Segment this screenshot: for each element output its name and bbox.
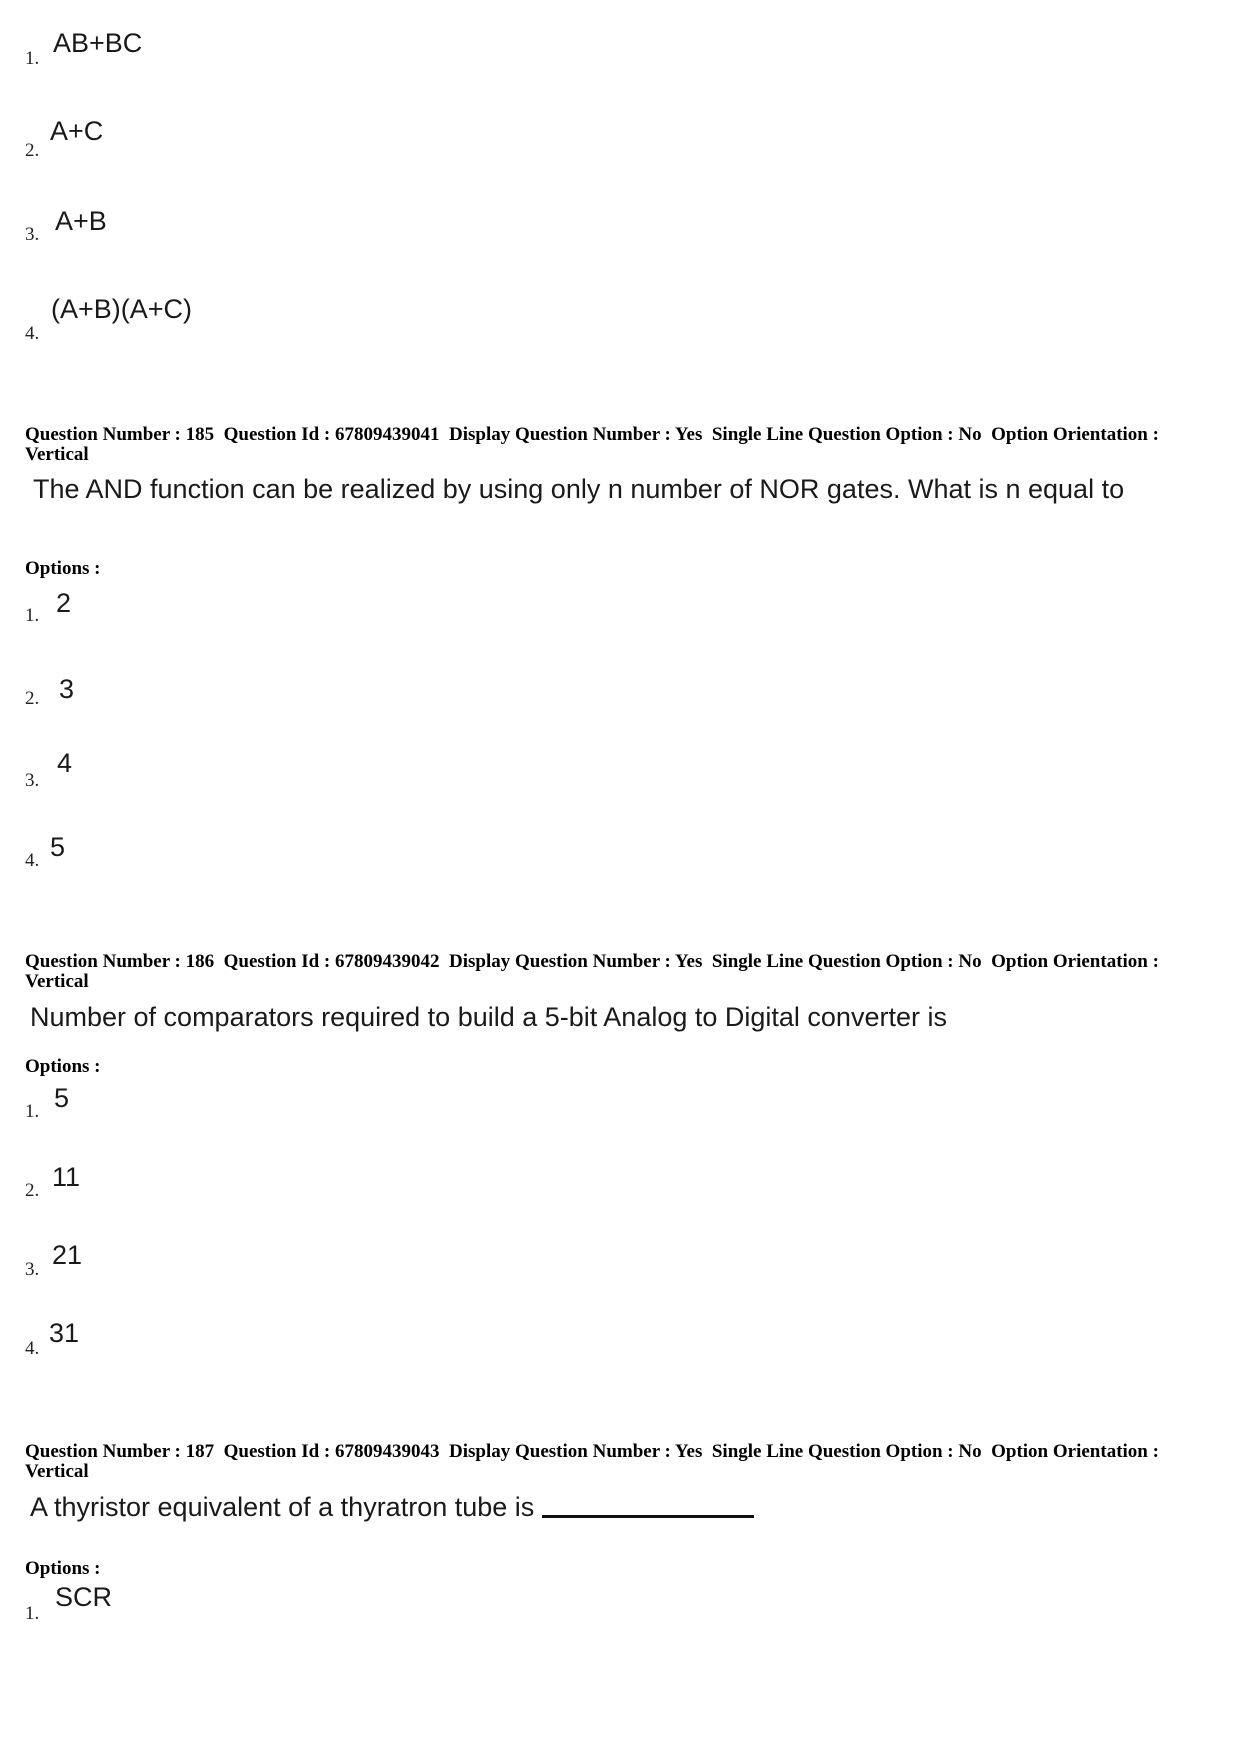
option-text: SCR: [55, 1582, 113, 1612]
question-text: Number of comparators required to build a 5-bit Analog to Digital converter is: [30, 1002, 947, 1032]
question-meta: Question Number : 185 Question Id : 67809439041 Display Question Number : Yes Single Line Question Option : No Option Orientation : Vertical: [25, 424, 1164, 465]
question-text: The AND function can be realized by using only n number of NOR gates. What is n equal to: [33, 474, 1125, 504]
option-text: 4: [57, 748, 73, 778]
option-number: 2.: [25, 688, 40, 709]
option-number: 3.: [25, 224, 40, 245]
option-number: 2.: [25, 140, 40, 161]
options-label: Options :: [25, 1056, 101, 1077]
answer-blank-line: [542, 1515, 754, 1518]
option-text: A+B: [55, 206, 107, 236]
question-text-content: A thyristor equivalent of a thyratron tube is: [30, 1492, 535, 1522]
question-text: [30, 1490, 1180, 1524]
option-text: A+C: [50, 116, 104, 146]
option-text: 5: [54, 1083, 70, 1113]
option-text: AB+BC: [53, 28, 143, 58]
question-meta: Question Number : 187 Question Id : 67809439043 Display Question Number : Yes Single Line Question Option : No Option Orientation : Vertical: [25, 1441, 1164, 1482]
option-text: 2: [56, 588, 72, 618]
option-number: 1.: [25, 1101, 40, 1122]
option-text: 3: [59, 674, 75, 704]
option-number: 3.: [25, 1259, 40, 1280]
options-label: Options :: [25, 558, 101, 579]
option-number: 3.: [25, 770, 40, 791]
question-meta: Question Number : 186 Question Id : 67809439042 Display Question Number : Yes Single Line Question Option : No Option Orientation : Vertical: [25, 951, 1164, 992]
option-text: 21: [52, 1240, 83, 1270]
option-number: 4.: [25, 1338, 40, 1359]
option-text: 11: [52, 1162, 81, 1192]
option-text: 31: [49, 1318, 80, 1348]
options-label: Options :: [25, 1558, 101, 1579]
option-number: 1.: [25, 1603, 40, 1624]
option-number: 4.: [25, 850, 40, 871]
option-text: 5: [50, 832, 66, 862]
option-number: 1.: [25, 605, 40, 626]
option-text: (A+B)(A+C): [51, 294, 193, 324]
option-number: 2.: [25, 1180, 40, 1201]
option-number: 1.: [25, 48, 40, 69]
option-number: 4.: [25, 323, 40, 344]
